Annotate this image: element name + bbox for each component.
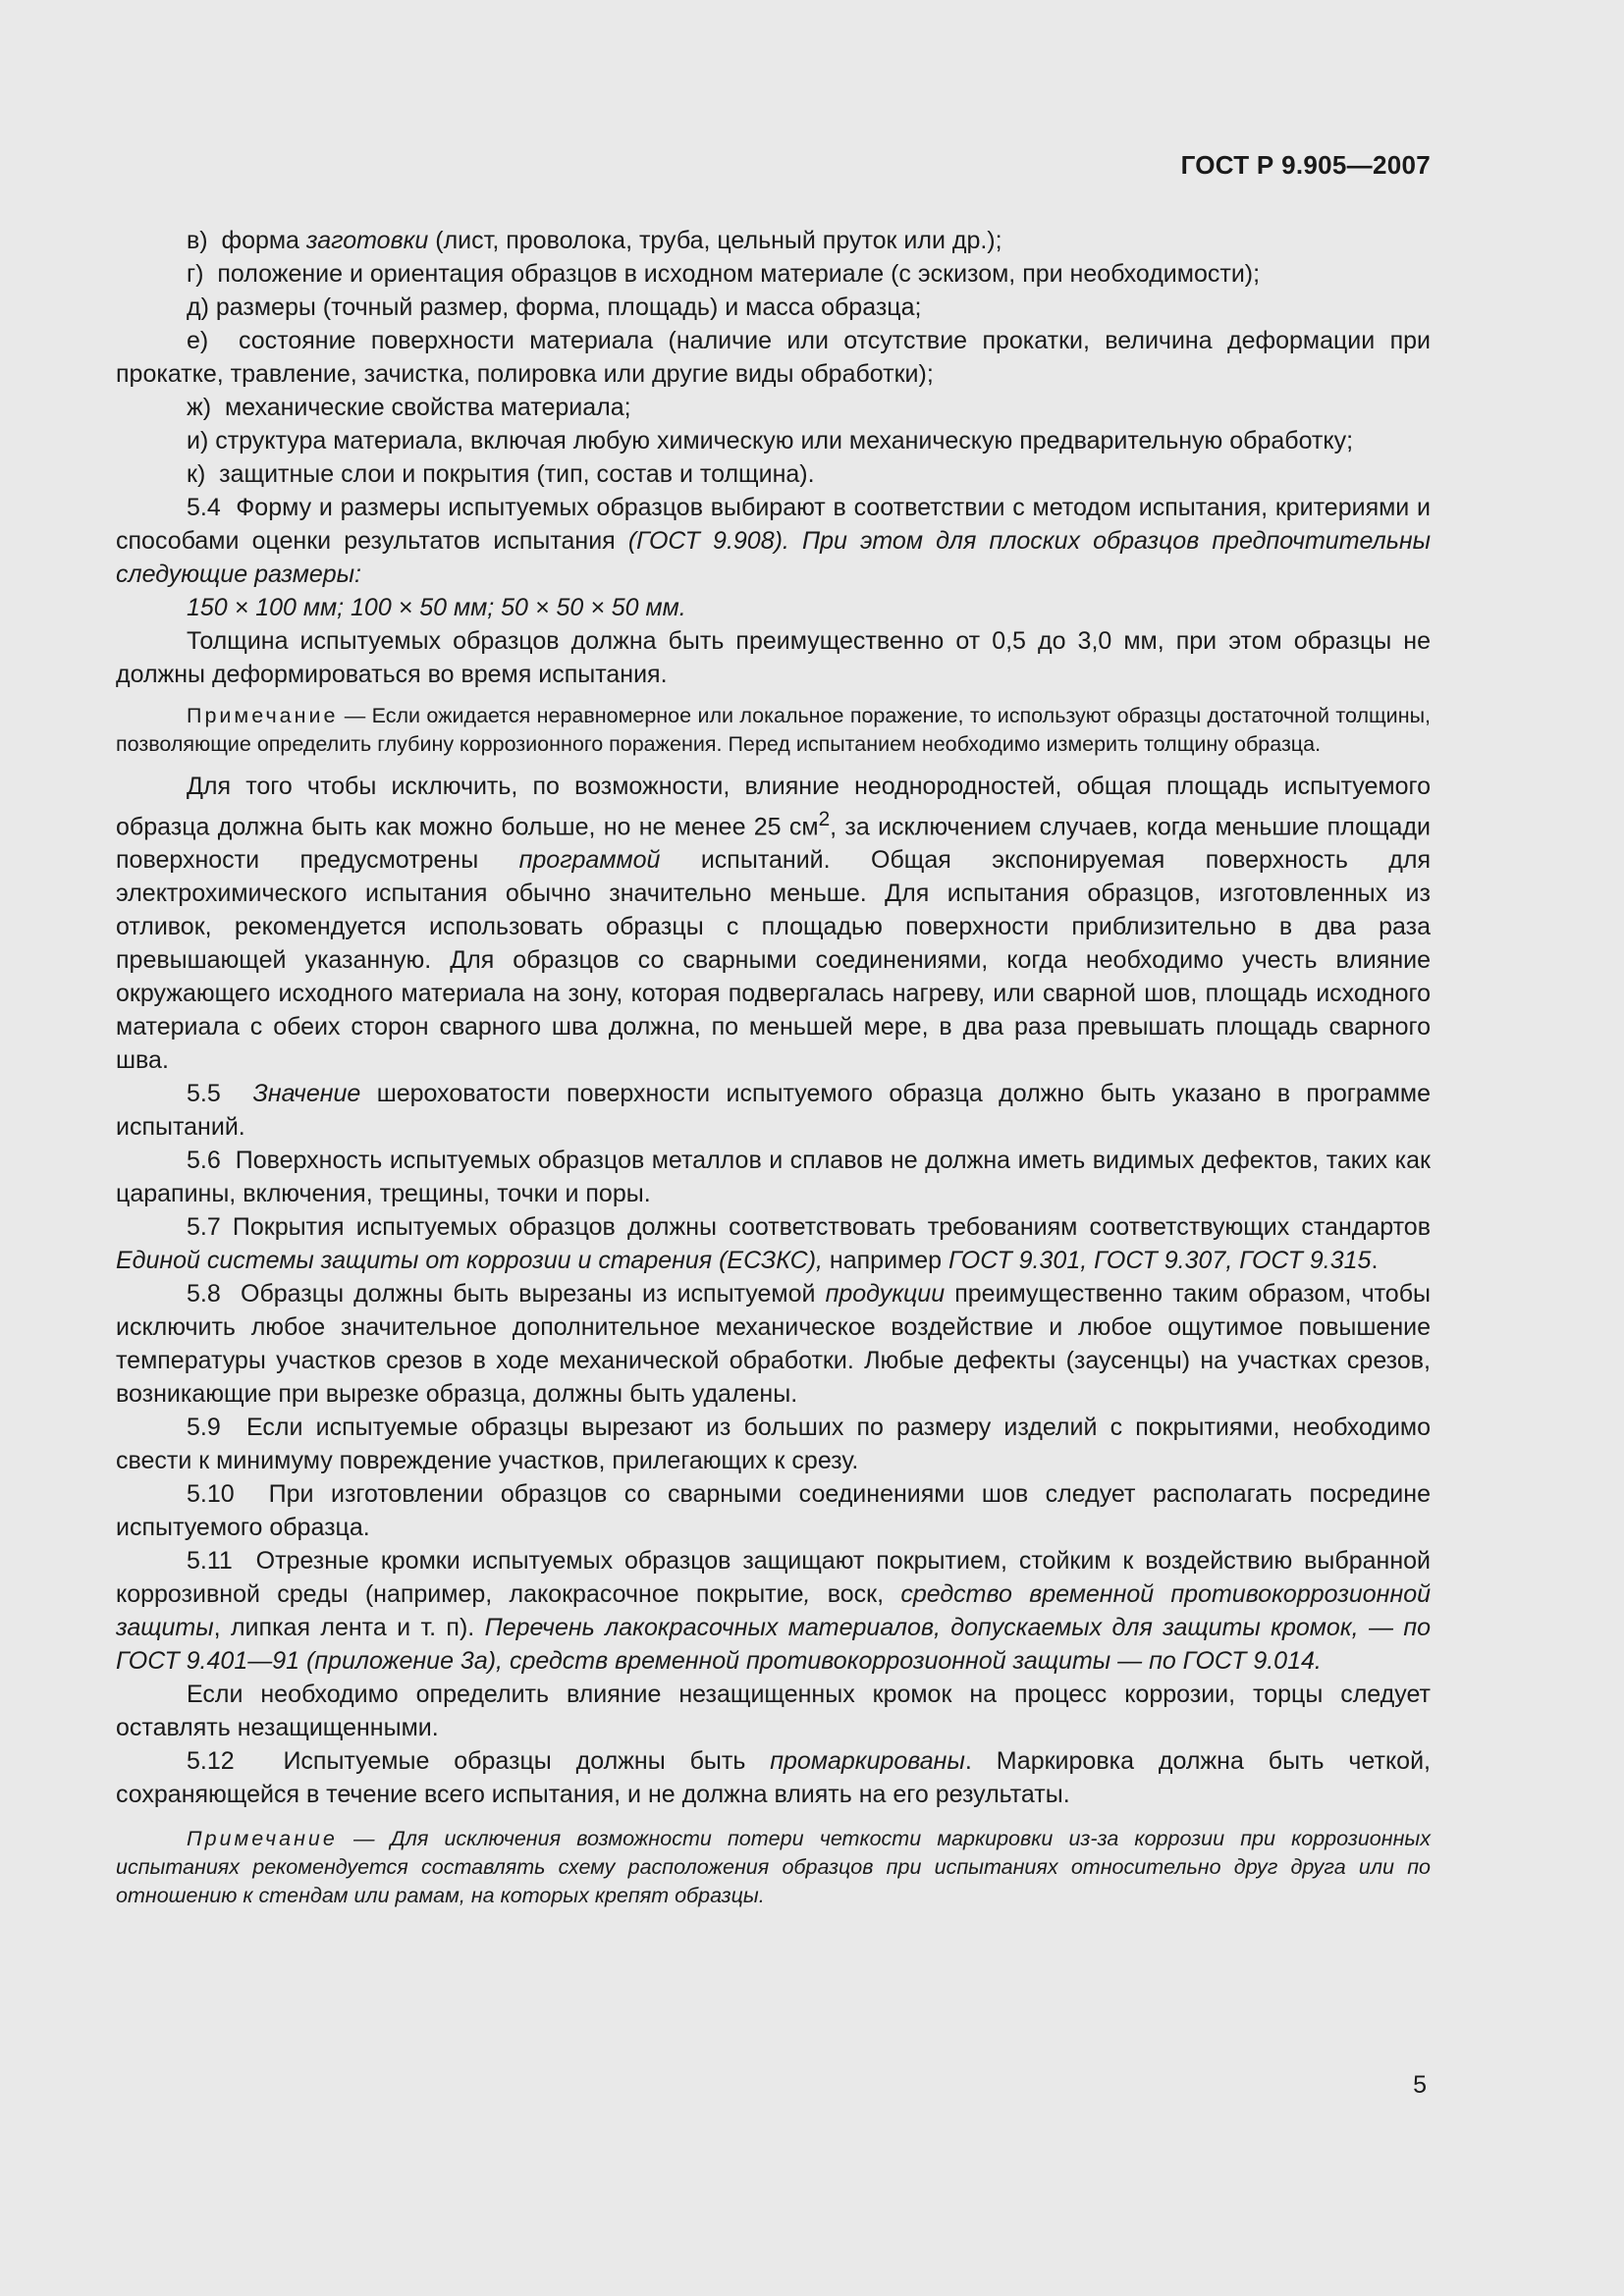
italic-text: (ГОСТ 9.908). При этом для плоских образцов предпочтительны следующие размеры: <box>116 527 1432 588</box>
text: в) форма <box>187 227 306 254</box>
document-header: ГОСТ Р 9.905—2007 <box>1180 150 1431 180</box>
italic-term: программой <box>518 846 661 875</box>
text: 5.4 Форму и размеры испытуемых образцов выбирают в соответствии с методом испытания, критериями и способами оценки результатов испытания <box>116 494 1431 555</box>
note-text: — Для исключения возможности потери четкости маркировки из-за коррозии при коррозионных испытаниях рекомендуется составлять схему расположения образцов при испытаниях относительно друг друга или по отношению к стендам или рамам, на которых крепят образцы. <box>116 1827 1431 1908</box>
clause-5-9: 5.9 Если испытуемые образцы вырезают из больших по размеру изделий с покрытиями, необходимо свести к минимуму повреждение участков, прилегающих к срезу. <box>116 1414 1431 1475</box>
italic-term: промаркированы <box>770 1747 965 1776</box>
clause-5-4 <box>116 491 1431 591</box>
italic-term: Единой системы защиты от коррозии и старения (ЕСЗКС), <box>116 1247 823 1275</box>
note-label: Примечание <box>187 704 339 727</box>
text: 5.8 Образцы должны быть вырезаны из испытуемой <box>187 1280 826 1308</box>
clause-5-11 <box>116 1544 1431 1678</box>
text: , липкая лента и т. п). <box>213 1614 485 1642</box>
italic-term: Значение <box>252 1080 361 1108</box>
list-item-e: е) состояние поверхности материала (наличие или отсутствие прокатки, величина деформации при прокатке, травление, зачистка, полировка или другие виды обработки); <box>116 327 1431 388</box>
italic-text: Перечень лакокрасочных материалов, допускаемых для защиты кромок, — по ГОСТ 9.401—91 (приложение 3а), средств временной противокоррозионной защиты — по ГОСТ 9.014. <box>116 1614 1431 1676</box>
text: например <box>822 1247 948 1275</box>
superscript: 2 <box>818 808 831 830</box>
thickness-paragraph: Толщина испытуемых образцов должна быть преимущественно от 0,5 до 3,0 мм, при этом образцы не должны деформироваться во время испытания. <box>116 627 1431 688</box>
text: 5.12 Испытуемые образцы должны быть <box>187 1747 771 1776</box>
document-body <box>116 224 1431 1921</box>
edges-paragraph: Если необходимо определить влияние незащищенных кромок на процесс коррозии, торцы следует оставлять незащищенными. <box>116 1681 1431 1742</box>
text: . <box>1371 1247 1379 1275</box>
area-paragraph <box>116 770 1431 1077</box>
italic-text: , <box>803 1580 811 1609</box>
text: шероховатости поверхности испытуемого образца должно быть указано в программе испытаний. <box>116 1080 1431 1142</box>
list-item-d: д) размеры (точный размер, форма, площадь) и масса образца; <box>187 294 922 321</box>
italic-term: ГОСТ 9.301, ГОСТ 9.307, ГОСТ 9.315 <box>948 1247 1372 1275</box>
text: 5.7 Покрытия испытуемых образцов должны соответствовать требованиям соответствующих стандартов <box>187 1213 1431 1242</box>
clause-5-7 <box>116 1210 1431 1277</box>
note-text: — Если ожидается неравномерное или локальное поражение, то используют образцы достаточной толщины, позволяющие определить глубину коррозионного поражения. Перед испытанием необходимо измерить толщину образца. <box>116 704 1431 756</box>
note-label: Примечание <box>187 1827 338 1851</box>
clause-5-10: 5.10 При изготовлении образцов со сварными соединениями шов следует располагать посредине испытуемого образца. <box>116 1480 1431 1542</box>
text: 5.5 <box>187 1080 253 1108</box>
list-item-i: и) структура материала, включая любую химическую или механическую предварительную обработку; <box>187 427 1354 454</box>
text: преимущественно таким образом, чтобы исключить любое значительное дополнительное механическое воздействие и любое ощутимое повышение температуры участков срезов в ходе механической обработки. Любые дефекты (заусенцы) на участках срезов, возникающие при вырезке образца, должны быть удалены. <box>116 1280 1431 1409</box>
italic-term: средство временной противокоррозионной защиты <box>116 1580 1432 1642</box>
clause-5-6: 5.6 Поверхность испытуемых образцов металлов и сплавов не должна иметь видимых дефектов, таких как царапины, включения, трещины, точки и поры. <box>116 1147 1431 1208</box>
list-item-v <box>116 224 1431 257</box>
list-item-k: к) защитные слои и покрытия (тип, состав и толщина). <box>187 460 815 488</box>
note-1 <box>116 702 1431 759</box>
list-item-g: г) положение и ориентация образцов в исходном материале (с эскизом, при необходимости); <box>187 260 1261 288</box>
text: Для того чтобы исключить, по возможности, влияние неоднородностей, общая площадь испытуемого образца должна быть как можно больше, но не менее 25 см <box>116 773 1431 841</box>
list-item-zh: ж) механические свойства материала; <box>187 394 631 421</box>
note-2 <box>116 1825 1431 1910</box>
text: (лист, проволока, труба, цельный пруток или др.); <box>428 227 1002 254</box>
text: , за исключением случаев, когда меньшие площади поверхности предусмотрены <box>116 813 1431 875</box>
clause-5-5 <box>116 1077 1431 1144</box>
text: . Маркировка должна быть четкой, сохраняющейся в течение всего испытания, и не должна влиять на его результаты. <box>116 1747 1431 1809</box>
text: 5.11 Отрезные кромки испытуемых образцов защищают покрытием, стойким к воздействию выбранной коррозивной среды (например, лакокрасочное покрытие <box>116 1547 1431 1609</box>
text: испытаний. Общая экспонируемая поверхность для электрохимического испытания обычно значительно меньше. Для испытания образцов, изготовленных из отливок, рекомендуется использовать образцы с площадью поверхности приблизительно в два раза превышающей указанную. Для образцов со сварными соединениями, когда необходимо учесть влияние окружающего исходного материала на зону, которая подвергалась нагреву, или сварной шов, площадь исходного материала с обеих сторон сварного шва должна, по меньшей мере, в два раза превышать площадь сварного шва. <box>116 846 1431 1075</box>
italic-term: заготовки <box>305 227 429 254</box>
sample-sizes <box>116 591 1431 624</box>
text: воск, <box>810 1580 901 1609</box>
clause-5-8 <box>116 1277 1431 1411</box>
clause-5-12 <box>116 1744 1431 1811</box>
page-number: 5 <box>1413 2071 1427 2099</box>
italic-term: продукции <box>825 1280 946 1308</box>
italic-text: 150 × 100 мм; 100 × 50 мм; 50 × 50 × 50 мм. <box>187 594 686 621</box>
